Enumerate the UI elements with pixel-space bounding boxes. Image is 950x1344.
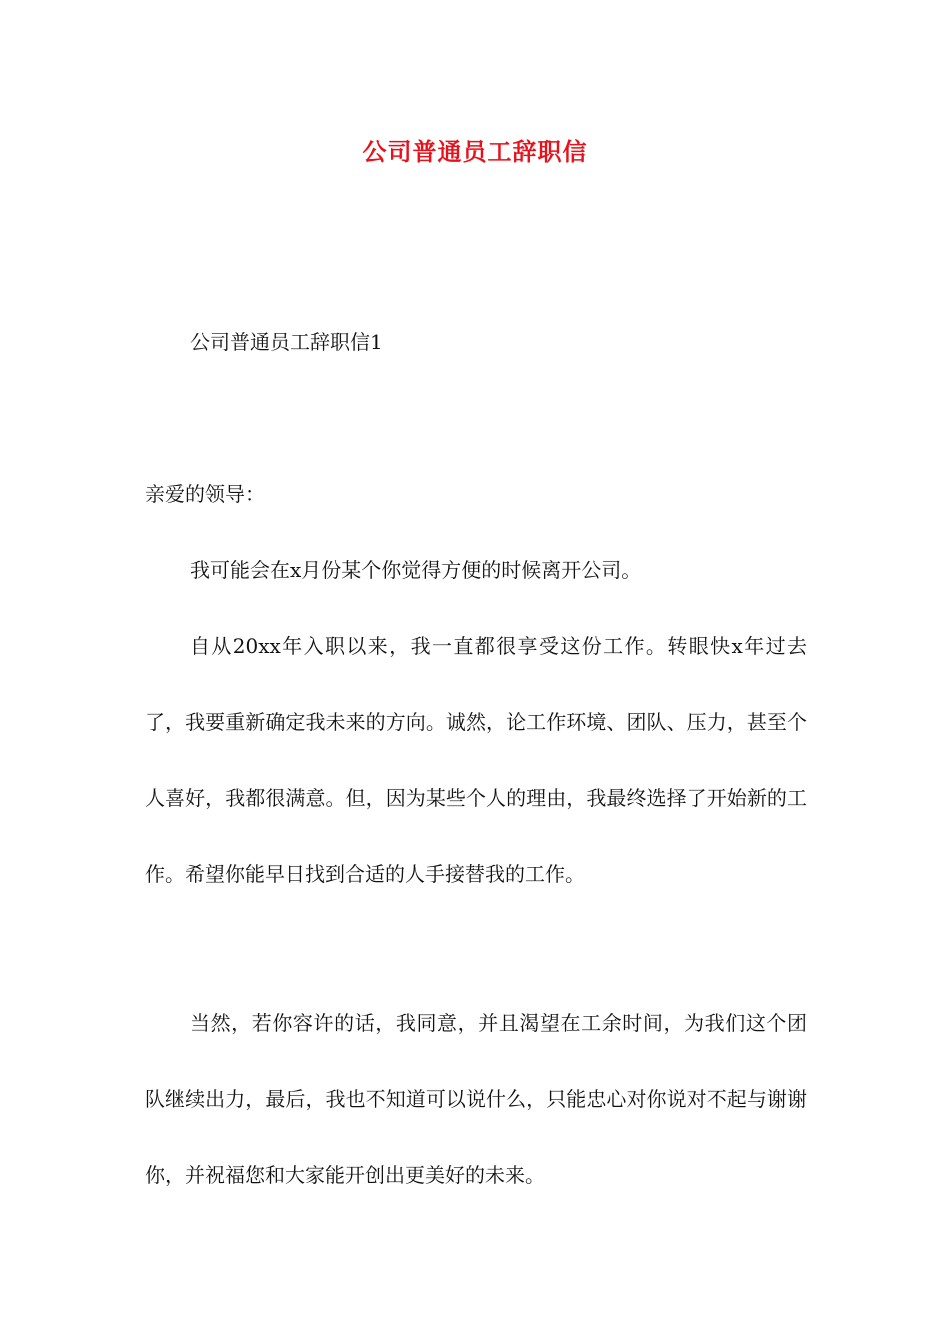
letter-paragraph-1: 我可能会在x月份某个你觉得方便的时候离开公司。 [190,558,642,582]
document-title: 公司普通员工辞职信 [362,137,588,166]
letter-salutation: 亲爱的领导： [145,482,265,506]
letter-subheading: 公司普通员工辞职信1 [190,330,383,354]
letter-paragraph-2: 自从20xx年入职以来，我一直都很享受这份工作。转眼快x年过去了，我要重新确定我未来的方向。诚然，论工作环境、团队、压力，甚至个人喜好，我都很满意。但，因为某些个人的理由，我最终选择了开始新的工作。希望你能早日找到合适的人手接替我的工作。 [145,634,807,886]
letter-paragraph-3: 当然，若你容许的话，我同意，并且渴望在工余时间，为我们这个团队继续出力，最后，我也不知道可以说什么，只能忠心对你说对不起与谢谢你，并祝福您和大家能开创出更美好的未来。 [145,1011,807,1187]
